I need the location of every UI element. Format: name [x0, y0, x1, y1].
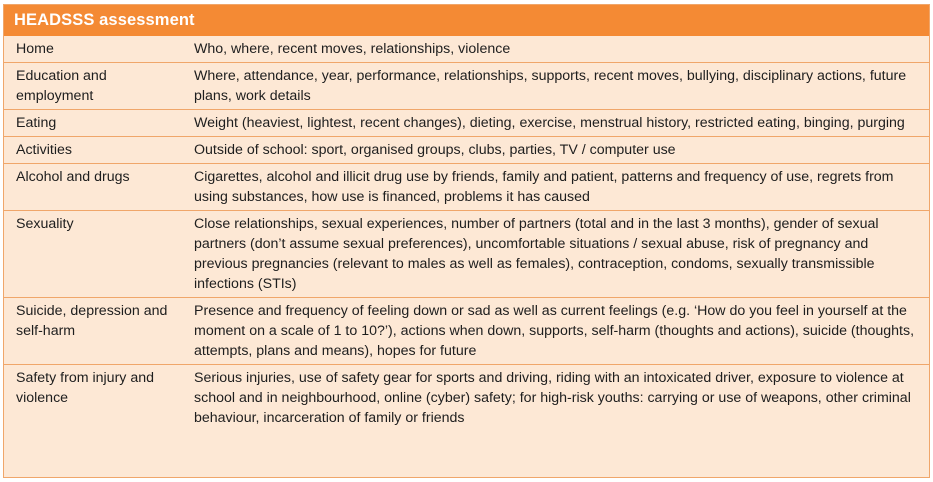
table-row: [4, 137, 929, 164]
table-row: [4, 164, 929, 211]
table-title: HEADSSS assessment: [4, 5, 929, 36]
row-description: Presence and frequency of feeling down or sad as well as current feelings (e.g. ‘How do you feel in yourself at the moment on a scale of 1 to 10?’), actions when down, supports, self-harm (thoughts and actions), suicide (thoughts, attempts, plans and means), hopes for future: [186, 298, 929, 365]
table-row: [4, 298, 929, 365]
row-label: Safety from injury and violence: [4, 365, 186, 432]
row-label: Activities: [4, 137, 186, 164]
row-label: Education and employment: [4, 63, 186, 110]
row-label: Home: [16, 41, 54, 57]
row-label: Sexuality: [4, 211, 186, 298]
assessment-table: [4, 36, 929, 431]
row-label: Suicide, depression and self-harm: [4, 298, 186, 365]
table-row: [4, 211, 929, 298]
row-label: Alcohol and drugs: [4, 164, 186, 211]
row-description: Serious injuries, use of safety gear for sports and driving, riding with an intoxicated driver, exposure to violence at school and in neighbourhood, online (cyber) safety; for high-risk youths: carrying or use of weapons, other criminal behaviour, incarceration of family or friends: [186, 365, 929, 432]
headsss-table-panel: [3, 4, 930, 478]
row-description: Close relationships, sexual experiences, number of partners (total and in the last 3 months), gender of sexual partners (don’t assume sexual preferences), uncomfortable situations / sexual abuse, risk of pregnancy and previous pregnancies (relevant to males as well as females), contraception, condoms, sexually transmissible infections (STIs): [186, 211, 929, 298]
table-row: [4, 110, 929, 137]
row-description: Where, attendance, year, performance, relationships, supports, recent moves, bullying, disciplinary actions, future plans, work details: [186, 63, 929, 110]
table-row: [4, 63, 929, 110]
row-label: Eating: [4, 110, 186, 137]
row-description: Weight (heaviest, lightest, recent changes), dieting, exercise, menstrual history, restricted eating, binging, purging: [186, 110, 929, 137]
table-row: [4, 365, 929, 432]
table-row: [4, 36, 929, 63]
row-description: Outside of school: sport, organised groups, clubs, parties, TV / computer use: [186, 137, 929, 164]
row-description: Who, where, recent moves, relationships, violence: [194, 41, 511, 57]
row-description: Cigarettes, alcohol and illicit drug use by friends, family and patient, patterns and frequency of use, regrets from using substances, how use is financed, problems it has caused: [186, 164, 929, 211]
